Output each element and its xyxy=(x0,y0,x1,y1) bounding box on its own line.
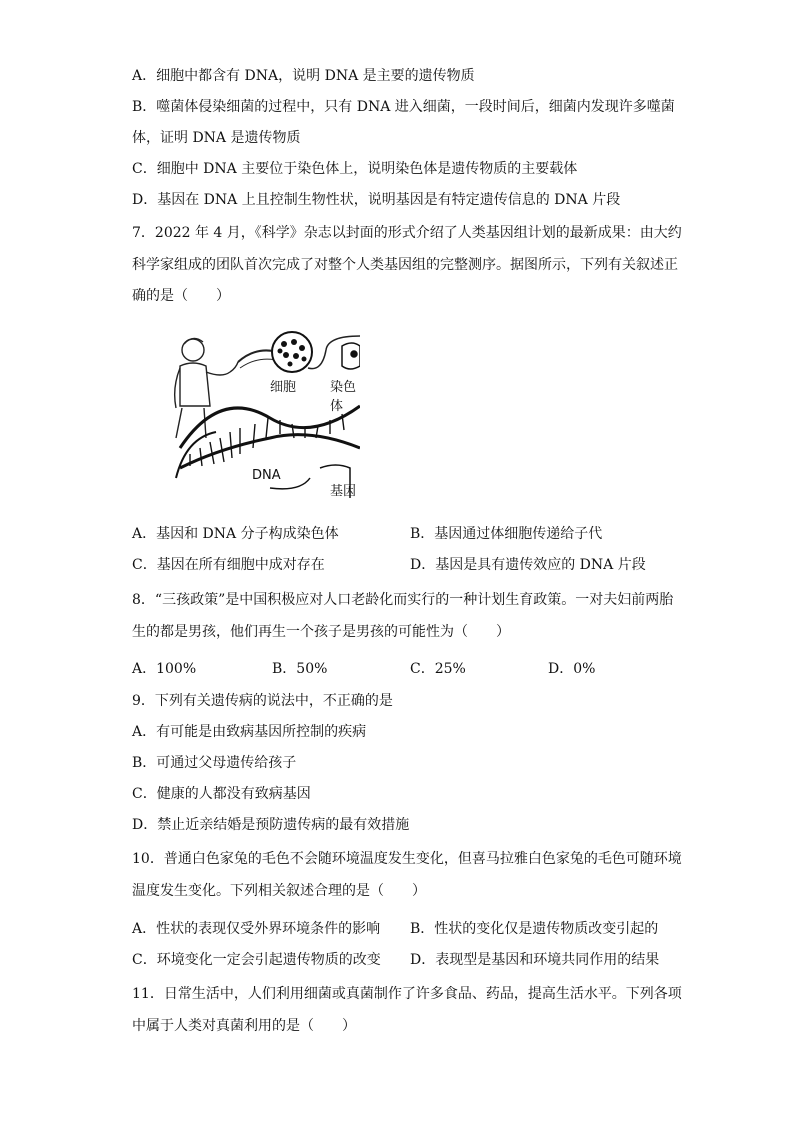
q7-stem-line-2: 科学家组成的团队首次完成了对整个人类基因组的完整测序。据图所示，下列有关叙述正 xyxy=(132,257,678,273)
cell-icon xyxy=(272,332,312,372)
figure-label-cell: 细胞 xyxy=(270,380,297,395)
q10-stem-line-1: 10．普通白色家兔的毛色不会随环境温度发生变化，但喜马拉雅白色家兔的毛色可随环境 xyxy=(132,851,682,867)
q7-stem-line-3: 确的是（ ） xyxy=(132,288,230,304)
chromosome-icon xyxy=(342,343,360,369)
q8-stem-line-2: 生的都是男孩，他们再生一个孩子是男孩的可能性为（ ） xyxy=(132,624,510,640)
q10-option-a: A．性状的表现仅受外界环境条件的影响 xyxy=(132,921,381,937)
figure-label-gene: 基因 xyxy=(330,484,357,499)
q7-stem-line-1: 7．2022 年 4 月，《科学》杂志以封面的形式介绍了人类基因组计划的最新成果：由大约 xyxy=(132,225,682,241)
q6-option-a: A．细胞中都含有 DNA，说明 DNA 是主要的遗传物质 xyxy=(132,68,475,84)
q8-option-a: A．100% xyxy=(132,661,197,677)
q8-option-c: C．25% xyxy=(410,661,466,677)
q7-option-b: B．基因通过体细胞传递给子代 xyxy=(410,526,603,542)
q8-option-d: D．0% xyxy=(548,661,596,677)
q11-stem-line-1: 11．日常生活中，人们利用细菌或真菌制作了许多食品、药品，提高生活水平。下列各项 xyxy=(132,986,682,1002)
scientist-figure xyxy=(175,338,238,438)
q9-stem: 9．下列有关遗传病的说法中，不正确的是 xyxy=(132,693,393,709)
q6-option-b: B．噬菌体侵染细菌的过程中，只有 DNA 进入细菌，一段时间后，细菌内发现许多噬菌 xyxy=(132,99,675,115)
q7-genome-illustration xyxy=(160,328,360,500)
q7-option-a: A．基因和 DNA 分子构成染色体 xyxy=(132,526,339,542)
figure-label-chromosome: 染色体 xyxy=(330,380,357,414)
q6-option-b-continued: 体，证明 DNA 是遗传物质 xyxy=(132,130,301,146)
q10-option-c: C．环境变化一定会引起遗传物质的改变 xyxy=(132,952,381,968)
q9-option-d: D．禁止近亲结婚是预防遗传病的最有效措施 xyxy=(132,817,410,833)
q9-option-b: B．可通过父母遗传给孩子 xyxy=(132,755,297,771)
q9-option-c: C．健康的人都没有致病基因 xyxy=(132,786,311,802)
q8-stem-line-1: 8．“三孩政策”是中国积极应对人口老龄化而实行的一种计划生育政策。一对夫妇前两胎 xyxy=(132,592,674,608)
q10-option-d: D．表现型是基因和环境共同作用的结果 xyxy=(410,952,660,968)
q7-option-c: C．基因在所有细胞中成对存在 xyxy=(132,557,325,573)
q7-option-d: D．基因是具有遗传效应的 DNA 片段 xyxy=(410,557,646,573)
q9-option-a: A．有可能是由致病基因所控制的疾病 xyxy=(132,724,367,740)
q8-option-b: B．50% xyxy=(272,661,328,677)
q6-option-c: C．细胞中 DNA 主要位于染色体上，说明染色体是遗传物质的主要载体 xyxy=(132,161,578,177)
q11-stem-line-2: 中属于人类对真菌利用的是（ ） xyxy=(132,1018,356,1034)
q10-stem-line-2: 温度发生变化。下列相关叙述合理的是（ ） xyxy=(132,883,426,899)
figure-label-dna: DNA xyxy=(252,468,281,483)
q10-option-b: B．性状的变化仅是遗传物质改变引起的 xyxy=(410,921,659,937)
q6-option-d: D．基因在 DNA 上且控制生物性状，说明基因是有特定遗传信息的 DNA 片段 xyxy=(132,192,621,208)
